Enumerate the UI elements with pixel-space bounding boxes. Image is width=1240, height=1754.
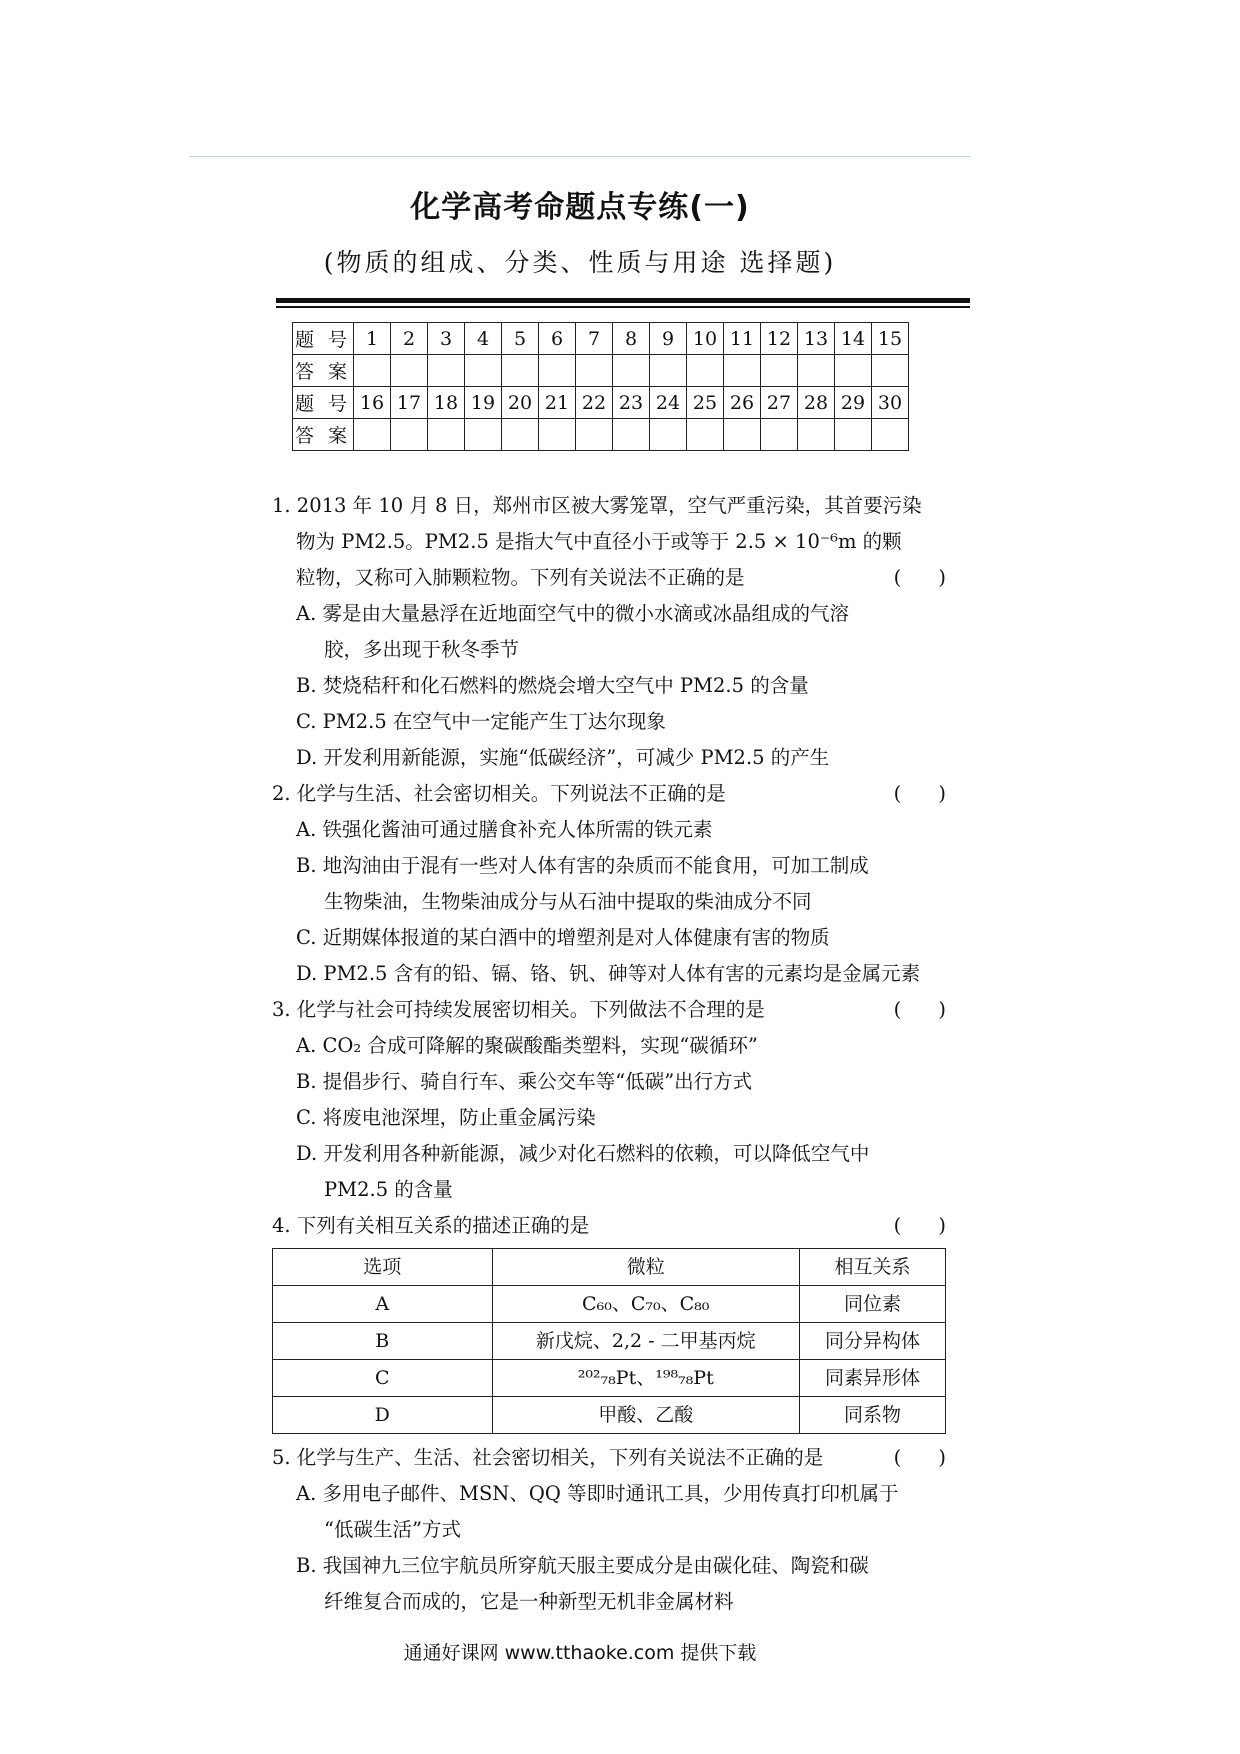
table-cell: ²⁰²₇₈Pt、¹⁹⁸₇₈Pt — [492, 1360, 799, 1397]
table-cell: C₆₀、C₇₀、C₈₀ — [492, 1286, 799, 1323]
answer-grid-number-row-1 — [293, 323, 909, 355]
answer-bracket: ( ) — [893, 782, 946, 805]
title-rule-thin — [276, 306, 970, 308]
answer-grid-number-row-2 — [293, 387, 909, 419]
table-cell: D — [273, 1397, 493, 1434]
answer-cell[interactable] — [428, 355, 465, 387]
answer-cell[interactable] — [391, 355, 428, 387]
answer-grid-answer-row-2 — [293, 419, 909, 451]
option-d: D. 开发利用新能源，实施“低碳经济”，可减少 PM2.5 的产生 — [296, 746, 830, 769]
answer-cell[interactable] — [613, 419, 650, 451]
answer-cell[interactable] — [613, 355, 650, 387]
grid-number: 10 — [687, 323, 724, 355]
top-rule — [190, 156, 970, 157]
relation-table — [272, 1248, 946, 1434]
answer-cell[interactable] — [724, 419, 761, 451]
grid-number: 28 — [798, 387, 835, 419]
grid-header-label: 题 号 — [293, 387, 354, 419]
answer-cell[interactable] — [798, 355, 835, 387]
answer-cell[interactable] — [650, 419, 687, 451]
table-cell: 甲酸、乙酸 — [492, 1397, 799, 1434]
option-b: B. 地沟油由于混有一些对人体有害的杂质而不能食用，可加工制成 — [296, 854, 869, 877]
table-row — [273, 1323, 946, 1360]
option-c: C. 将废电池深埋，防止重金属污染 — [296, 1106, 596, 1129]
question-2 — [272, 776, 946, 992]
answer-cell[interactable] — [354, 419, 391, 451]
grid-number: 24 — [650, 387, 687, 419]
grid-answer-label: 答 案 — [293, 419, 354, 451]
option-b: B. 我国神九三位宇航员所穿航天服主要成分是由碳化硅、陶瓷和碳 — [296, 1554, 869, 1577]
answer-bracket: ( ) — [893, 566, 946, 589]
answer-grid — [292, 322, 909, 451]
question-stem: 物为 PM2.5。PM2.5 是指大气中直径小于或等于 2.5 × 10⁻⁶m 的颗 — [296, 530, 902, 553]
answer-cell[interactable] — [465, 419, 502, 451]
option-a: A. 铁强化酱油可通过膳食补充人体所需的铁元素 — [296, 818, 713, 841]
option-d: D. 开发利用各种新能源，减少对化石燃料的依赖，可以降低空气中 — [296, 1142, 870, 1165]
page-title: 化学高考命题点专练(一) — [410, 190, 750, 225]
question-3 — [272, 992, 946, 1208]
answer-cell[interactable] — [687, 419, 724, 451]
option-c: C. 近期媒体报道的某白酒中的增塑剂是对人体健康有害的物质 — [296, 926, 830, 949]
grid-number: 8 — [613, 323, 650, 355]
column-header: 微粒 — [492, 1249, 799, 1286]
option-d: D. PM2.5 含有的铅、镉、铬、钒、砷等对人体有害的元素均是金属元素 — [296, 962, 921, 985]
grid-number: 15 — [872, 323, 909, 355]
grid-answer-label: 答 案 — [293, 355, 354, 387]
table-row — [273, 1286, 946, 1323]
grid-number: 21 — [539, 387, 576, 419]
grid-number: 3 — [428, 323, 465, 355]
answer-grid-answer-row-1 — [293, 355, 909, 387]
option-a: A. CO₂ 合成可降解的聚碳酸酯类塑料，实现“碳循环” — [296, 1034, 758, 1057]
grid-number: 17 — [391, 387, 428, 419]
grid-number: 19 — [465, 387, 502, 419]
table-cell: B — [273, 1323, 493, 1360]
question-stem: 粒物，又称可入肺颗粒物。下列有关说法不正确的是 — [296, 566, 745, 589]
answer-bracket: ( ) — [893, 1446, 946, 1469]
answer-cell[interactable] — [502, 355, 539, 387]
option-d-continued: PM2.5 的含量 — [324, 1178, 453, 1201]
table-cell: 同系物 — [799, 1397, 945, 1434]
answer-cell[interactable] — [835, 355, 872, 387]
table-cell: 同分异构体 — [799, 1323, 945, 1360]
grid-number: 18 — [428, 387, 465, 419]
answer-cell[interactable] — [428, 419, 465, 451]
question-1 — [272, 488, 946, 776]
grid-number: 9 — [650, 323, 687, 355]
answer-cell[interactable] — [872, 355, 909, 387]
question-stem: 1. 2013 年 10 月 8 日，郑州市区被大雾笼罩，空气严重污染，其首要污染 — [272, 494, 922, 517]
grid-number: 6 — [539, 323, 576, 355]
grid-number: 11 — [724, 323, 761, 355]
table-row — [273, 1397, 946, 1434]
answer-cell[interactable] — [687, 355, 724, 387]
table-cell: C — [273, 1360, 493, 1397]
answer-cell[interactable] — [539, 419, 576, 451]
answer-cell[interactable] — [576, 419, 613, 451]
grid-number: 13 — [798, 323, 835, 355]
grid-number: 23 — [613, 387, 650, 419]
question-5 — [272, 1440, 946, 1620]
title-rule-thick — [276, 298, 970, 303]
grid-number: 29 — [835, 387, 872, 419]
answer-cell[interactable] — [576, 355, 613, 387]
answer-cell[interactable] — [502, 419, 539, 451]
page-footer: 通通好课网 www.tthaoke.com 提供下载 — [403, 1642, 757, 1664]
question-stem: 5. 化学与生产、生活、社会密切相关，下列有关说法不正确的是 — [272, 1446, 824, 1469]
grid-header-label: 题 号 — [293, 323, 354, 355]
option-a-continued: 胶，多出现于秋冬季节 — [324, 638, 520, 661]
answer-cell[interactable] — [761, 419, 798, 451]
option-b-continued: 生物柴油，生物柴油成分与从石油中提取的柴油成分不同 — [324, 890, 812, 913]
table-cell: A — [273, 1286, 493, 1323]
table-row — [273, 1360, 946, 1397]
grid-number: 22 — [576, 387, 613, 419]
column-header: 选项 — [273, 1249, 493, 1286]
grid-number: 27 — [761, 387, 798, 419]
answer-cell[interactable] — [835, 419, 872, 451]
column-header: 相互关系 — [799, 1249, 945, 1286]
grid-number: 20 — [502, 387, 539, 419]
grid-number: 5 — [502, 323, 539, 355]
grid-number: 30 — [872, 387, 909, 419]
grid-number: 14 — [835, 323, 872, 355]
question-stem: 3. 化学与社会可持续发展密切相关。下列做法不合理的是 — [272, 998, 765, 1021]
grid-number: 4 — [465, 323, 502, 355]
grid-number: 26 — [724, 387, 761, 419]
option-c: C. PM2.5 在空气中一定能产生丁达尔现象 — [296, 710, 666, 733]
grid-number: 12 — [761, 323, 798, 355]
grid-number: 7 — [576, 323, 613, 355]
option-b: B. 焚烧秸秆和化石燃料的燃烧会增大空气中 PM2.5 的含量 — [296, 674, 809, 697]
grid-number: 25 — [687, 387, 724, 419]
answer-cell[interactable] — [650, 355, 687, 387]
grid-number: 1 — [354, 323, 391, 355]
question-list — [272, 488, 946, 1620]
answer-bracket: ( ) — [893, 998, 946, 1021]
grid-number: 16 — [354, 387, 391, 419]
question-stem: 2. 化学与生活、社会密切相关。下列说法不正确的是 — [272, 782, 726, 805]
answer-bracket: ( ) — [893, 1214, 946, 1237]
grid-number: 2 — [391, 323, 428, 355]
table-cell: 新戊烷、2,2 - 二甲基丙烷 — [492, 1323, 799, 1360]
answer-cell[interactable] — [724, 355, 761, 387]
option-a-continued: “低碳生活”方式 — [324, 1518, 461, 1541]
answer-cell[interactable] — [761, 355, 798, 387]
option-a: A. 多用电子邮件、MSN、QQ 等即时通讯工具，少用传真打印机属于 — [296, 1482, 899, 1505]
page-subtitle: (物质的组成、分类、性质与用途 选择题) — [323, 248, 837, 277]
option-b: B. 提倡步行、骑自行车、乘公交车等“低碳”出行方式 — [296, 1070, 753, 1093]
question-stem: 4. 下列有关相互关系的描述正确的是 — [272, 1214, 590, 1237]
table-header-row — [273, 1249, 946, 1286]
option-b-continued: 纤维复合而成的，它是一种新型无机非金属材料 — [324, 1590, 734, 1613]
table-cell: 同位素 — [799, 1286, 945, 1323]
question-4 — [272, 1208, 946, 1434]
option-a: A. 雾是由大量悬浮在近地面空气中的微小水滴或冰晶组成的气溶 — [296, 602, 849, 625]
answer-cell[interactable] — [872, 419, 909, 451]
answer-cell[interactable] — [465, 355, 502, 387]
answer-cell[interactable] — [354, 355, 391, 387]
table-cell: 同素异形体 — [799, 1360, 945, 1397]
answer-cell[interactable] — [391, 419, 428, 451]
answer-cell[interactable] — [539, 355, 576, 387]
answer-cell[interactable] — [798, 419, 835, 451]
